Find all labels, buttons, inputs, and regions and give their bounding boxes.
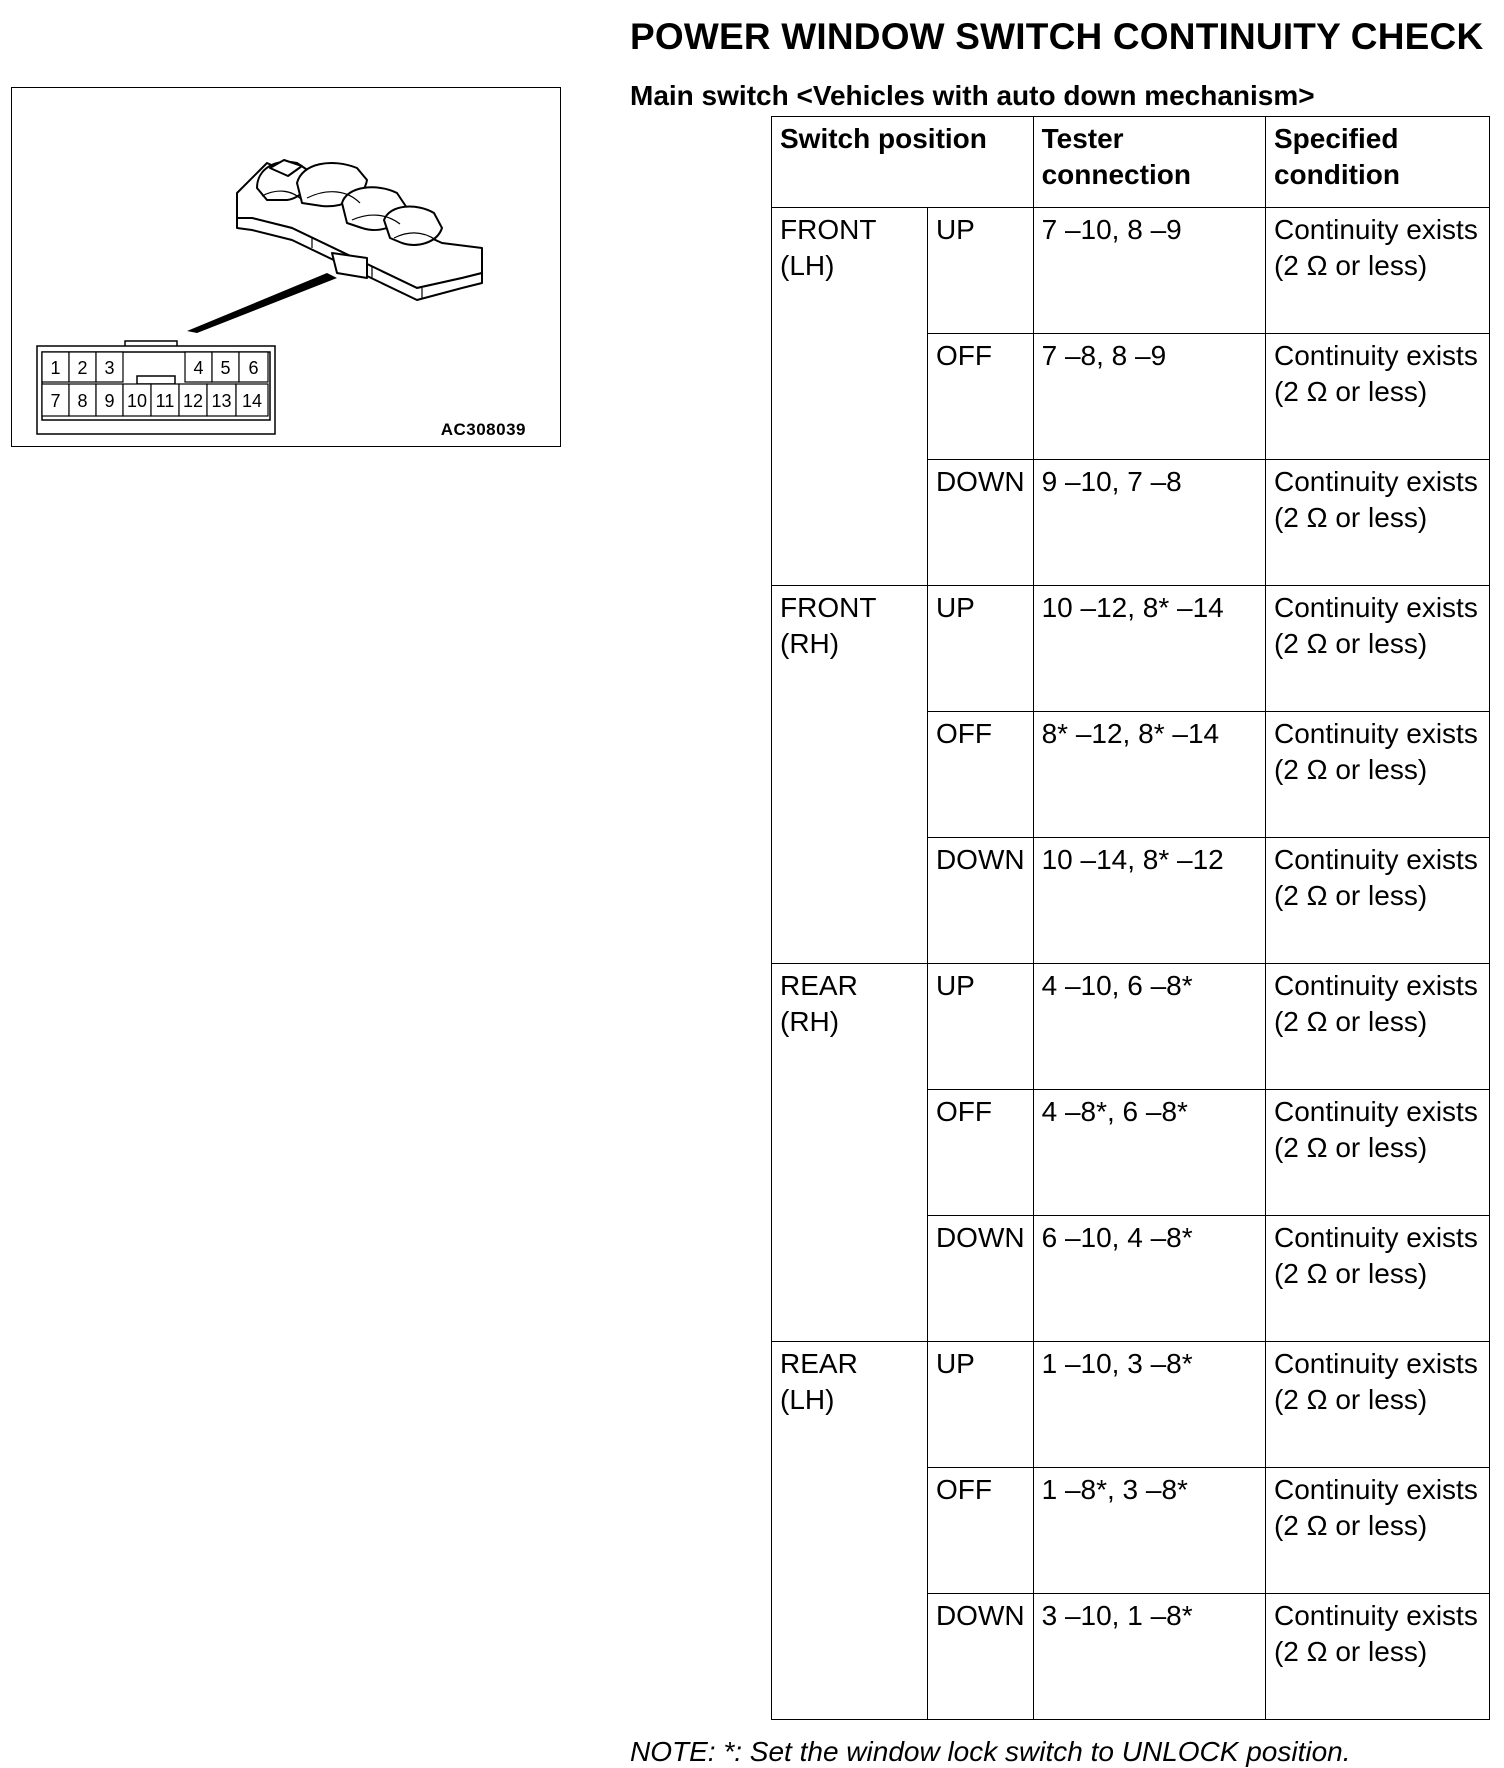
switch-position-cell: DOWN (927, 838, 1033, 964)
tester-connection-cell: 6 –10, 4 –8* (1033, 1216, 1265, 1342)
connector-pin-label: 3 (104, 358, 115, 378)
switch-position-cell: UP (927, 208, 1033, 334)
specified-condition-cell: Continuity exists (2 Ω or less) (1265, 586, 1489, 712)
tester-connection-cell: 3 –10, 1 –8* (1033, 1594, 1265, 1720)
connector-pin-label: 13 (211, 391, 232, 411)
specified-condition-cell: Continuity exists (2 Ω or less) (1265, 208, 1489, 334)
specified-condition-cell: Continuity exists (2 Ω or less) (1265, 1594, 1489, 1720)
connector-pin-label: 1 (50, 358, 61, 378)
specified-condition-cell: Continuity exists (2 Ω or less) (1265, 964, 1489, 1090)
switch-group-cell: FRONT (LH) (772, 208, 928, 586)
connector-pin-label: 14 (241, 391, 263, 411)
specified-condition-cell: Continuity exists (2 Ω or less) (1265, 1468, 1489, 1594)
switch-position-cell: OFF (927, 1090, 1033, 1216)
tester-connection-cell: 9 –10, 7 –8 (1033, 460, 1265, 586)
tester-connection-cell: 7 –10, 8 –9 (1033, 208, 1265, 334)
switch-position-cell: UP (927, 586, 1033, 712)
connector-pin-label: 8 (77, 391, 88, 411)
switch-position-cell: DOWN (927, 1216, 1033, 1342)
table-row (772, 1342, 1490, 1468)
switch-illustration (12, 88, 562, 448)
connector-pin-label: 6 (248, 358, 259, 378)
tester-connection-cell: 7 –8, 8 –9 (1033, 334, 1265, 460)
tester-connection-cell: 1 –10, 3 –8* (1033, 1342, 1265, 1468)
specified-condition-cell: Continuity exists (2 Ω or less) (1265, 334, 1489, 460)
specified-condition-cell: Continuity exists (2 Ω or less) (1265, 1342, 1489, 1468)
connector-pin-label: 2 (77, 358, 88, 378)
switch-position-cell: UP (927, 1342, 1033, 1468)
continuity-table (771, 116, 1490, 1720)
tester-connection-cell: 10 –12, 8* –14 (1033, 586, 1265, 712)
connector-pin-label: 4 (193, 358, 204, 378)
specified-condition-cell: Continuity exists (2 Ω or less) (1265, 838, 1489, 964)
tester-connection-cell: 4 –10, 6 –8* (1033, 964, 1265, 1090)
figure-code: AC308039 (440, 420, 526, 439)
connector-pin-label: 7 (50, 391, 61, 411)
switch-figure (11, 87, 561, 447)
header-tester-connection: Tester connection (1033, 117, 1265, 208)
connector-pins-bottom (50, 391, 262, 411)
specified-condition-cell: Continuity exists (2 Ω or less) (1265, 1216, 1489, 1342)
page-title: POWER WINDOW SWITCH CONTINUITY CHECK (630, 16, 1484, 57)
switch-group-cell: REAR (LH) (772, 1342, 928, 1720)
specified-condition-cell: Continuity exists (2 Ω or less) (1265, 460, 1489, 586)
switch-position-cell: OFF (927, 712, 1033, 838)
specified-condition-cell: Continuity exists (2 Ω or less) (1265, 1090, 1489, 1216)
specified-condition-cell: Continuity exists (2 Ω or less) (1265, 712, 1489, 838)
switch-group-cell: REAR (RH) (772, 964, 928, 1342)
switch-position-cell: UP (927, 964, 1033, 1090)
connector-pin-label: 9 (104, 391, 115, 411)
tester-connection-cell: 1 –8*, 3 –8* (1033, 1468, 1265, 1594)
header-switch-position: Switch position (772, 117, 1034, 208)
connector-pin-label: 11 (155, 391, 175, 411)
table-body (772, 208, 1490, 1720)
connector-pin-label: 12 (182, 391, 204, 411)
table-row (772, 208, 1490, 334)
footnote: NOTE: *: Set the window lock switch to UNLOCK position. (630, 1736, 1351, 1767)
connector-pin-label: 5 (220, 358, 231, 378)
header-specified-condition: Specified condition (1265, 117, 1489, 208)
section-subtitle: Main switch <Vehicles with auto down mechanism> (630, 80, 1315, 111)
table-row (772, 586, 1490, 712)
switch-group-cell: FRONT (RH) (772, 586, 928, 964)
table-row (772, 964, 1490, 1090)
tester-connection-cell: 4 –8*, 6 –8* (1033, 1090, 1265, 1216)
table-header-row (772, 117, 1490, 208)
connector-pin-label: 10 (126, 391, 148, 411)
switch-position-cell: OFF (927, 1468, 1033, 1594)
switch-position-cell: OFF (927, 334, 1033, 460)
tester-connection-cell: 10 –14, 8* –12 (1033, 838, 1265, 964)
switch-position-cell: DOWN (927, 1594, 1033, 1720)
switch-position-cell: DOWN (927, 460, 1033, 586)
tester-connection-cell: 8* –12, 8* –14 (1033, 712, 1265, 838)
